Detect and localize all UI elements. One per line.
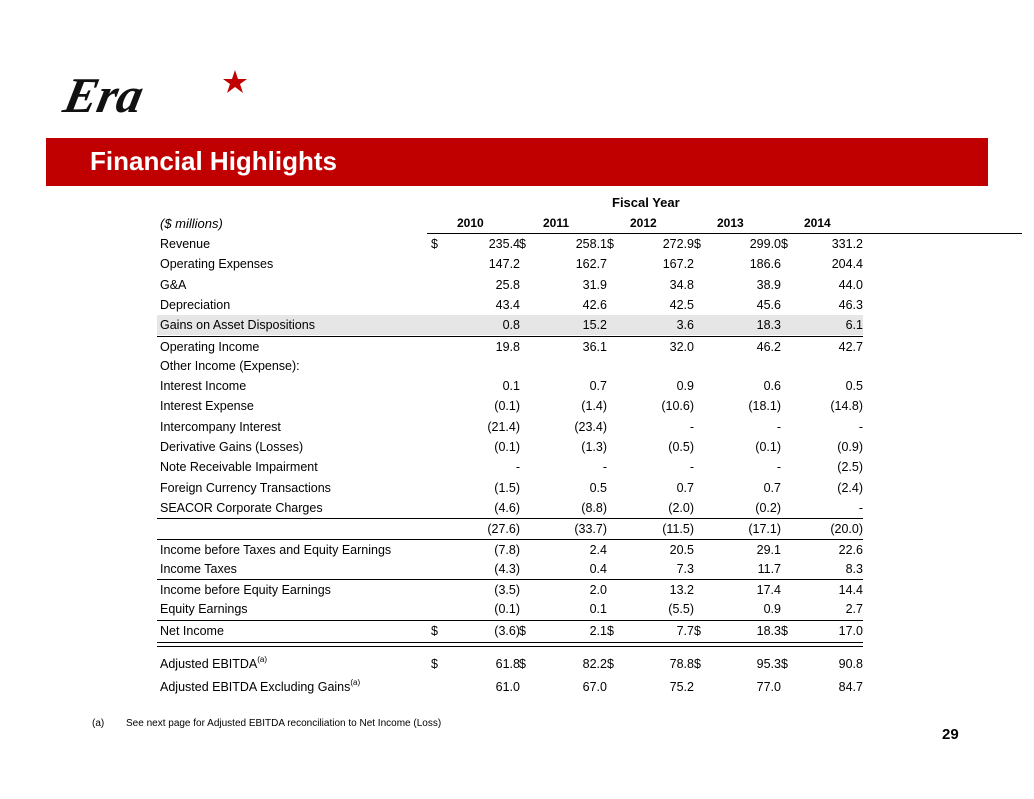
value-cell: (0.1) (494, 440, 520, 454)
value-cell: 2.7 (845, 602, 863, 617)
value-cell: 20.5 (669, 542, 694, 557)
value-cell: 0.1 (589, 602, 607, 617)
value-cell: 61.0 (495, 680, 520, 694)
value-cell: (3.6) (494, 623, 520, 638)
value-cell: 17.4 (756, 583, 781, 598)
value-cell: 18.3 (756, 318, 781, 333)
table-row (157, 599, 863, 619)
value-cell: (4.6) (494, 500, 520, 515)
value-cell: 42.6 (582, 297, 607, 312)
table-row (157, 579, 863, 600)
value-cell: (0.9) (837, 440, 863, 454)
value-cell: 0.6 (763, 379, 781, 394)
row-label (160, 460, 318, 474)
value-cell: 258.1 (575, 237, 607, 251)
table-row (157, 376, 863, 396)
table-row (157, 654, 863, 674)
row-label-text: Operating Income (160, 339, 260, 354)
value-cell: 67.0 (582, 680, 607, 694)
value-cell: (0.1) (755, 440, 781, 454)
value-cell: 147.2 (488, 257, 520, 272)
row-label (160, 420, 281, 434)
value-cell: 0.5 (589, 480, 607, 495)
row-label (160, 583, 331, 597)
row-label-text: Equity Earnings (160, 602, 248, 617)
value-cell: (1.3) (581, 440, 607, 454)
value-cell: 2.0 (589, 583, 607, 598)
value-cell: 42.7 (838, 339, 863, 354)
currency-symbol: $ (431, 657, 438, 671)
row-label (160, 379, 246, 393)
value-cell: 0.9 (676, 379, 694, 394)
table-row (157, 457, 863, 477)
currency-symbol: $ (519, 237, 526, 251)
value-cell: 18.3 (756, 623, 781, 638)
value-cell: (0.5) (668, 440, 694, 454)
value-cell: 22.6 (838, 542, 863, 557)
row-label (160, 654, 268, 671)
table-row (157, 396, 863, 416)
value-cell: 78.8 (669, 657, 694, 671)
value-cell: (8.8) (581, 500, 607, 515)
page-title: Financial Highlights (90, 146, 338, 176)
value-cell: 84.7 (838, 680, 863, 694)
row-label-text: SEACOR Corporate Charges (160, 500, 323, 515)
row-label-text: Interest Expense (160, 399, 254, 414)
currency-symbol: $ (694, 657, 701, 671)
table-row (157, 478, 863, 498)
currency-symbol: $ (694, 623, 701, 638)
footnote-ref: (a) (257, 654, 268, 664)
footnote (92, 718, 442, 729)
row-label-text: Net Income (160, 623, 224, 638)
row-label-text: Income before Taxes and Equity Earnings (160, 542, 392, 557)
currency-symbol: $ (519, 623, 526, 638)
value-cell: 82.2 (582, 657, 607, 671)
row-label-text: Adjusted EBITDA (160, 657, 258, 671)
value-cell: (27.6) (487, 522, 520, 537)
year-header: 2014 (804, 216, 831, 230)
value-cell: 0.5 (845, 379, 863, 394)
value-cell: 6.1 (845, 318, 863, 333)
era-logo (59, 62, 260, 123)
value-cell: (18.1) (748, 399, 781, 414)
row-label-text: Adjusted EBITDA Excluding Gains (160, 680, 351, 694)
table-row (157, 336, 863, 357)
value-cell: - (858, 419, 863, 434)
table-row (157, 677, 863, 697)
row-label (160, 481, 331, 495)
row-label-text: Derivative Gains (Losses) (160, 440, 304, 454)
value-cell: 0.9 (763, 602, 781, 617)
year-header: 2013 (717, 216, 744, 230)
row-label-text: Income before Equity Earnings (160, 583, 331, 598)
table-row (157, 234, 863, 254)
value-cell: 13.2 (669, 583, 694, 598)
value-cell: (7.8) (494, 542, 520, 557)
value-cell: 7.3 (676, 561, 694, 576)
year-header: 2012 (630, 216, 657, 230)
value-cell: 32.0 (669, 339, 694, 354)
unit-label: ($ millions) (160, 216, 223, 231)
value-cell: 0.8 (502, 318, 520, 333)
value-cell: 167.2 (662, 257, 694, 272)
table-row (157, 559, 863, 579)
value-cell: 162.7 (575, 257, 607, 272)
value-cell: - (689, 460, 694, 475)
value-cell: (0.1) (494, 399, 520, 414)
table-row (157, 417, 863, 437)
row-label (160, 501, 323, 515)
value-cell: 43.4 (495, 297, 520, 312)
table-row (157, 518, 863, 539)
value-cell: 14.4 (838, 583, 863, 598)
value-cell: 331.2 (831, 237, 863, 251)
row-label (160, 257, 273, 271)
table-header (157, 213, 863, 233)
value-cell: (21.4) (487, 419, 520, 434)
value-cell: - (689, 419, 694, 434)
table-row (157, 254, 863, 274)
row-label (160, 237, 210, 251)
year-header: 2011 (543, 216, 570, 230)
row-label-text: Revenue (160, 237, 211, 251)
year-header: 2010 (457, 216, 484, 230)
value-cell: - (858, 500, 863, 515)
row-label (160, 624, 224, 638)
value-cell: - (776, 460, 781, 475)
value-cell: 77.0 (756, 680, 781, 694)
page-number: 29 (942, 726, 959, 743)
table-row (157, 437, 863, 457)
value-cell: (33.7) (574, 522, 607, 537)
value-cell: 75.2 (669, 680, 694, 694)
currency-symbol: $ (607, 657, 614, 671)
row-label (160, 602, 248, 616)
value-cell: 42.5 (669, 297, 694, 312)
row-label-text: Operating Expenses (160, 257, 274, 272)
currency-symbol: $ (607, 623, 614, 638)
value-cell: (10.6) (661, 399, 694, 414)
value-cell: - (515, 460, 520, 475)
value-cell: 46.2 (756, 339, 781, 354)
value-cell: 7.7 (676, 623, 694, 638)
svg-text:Era: Era (59, 67, 149, 123)
row-label (160, 298, 230, 312)
currency-symbol: $ (607, 237, 614, 251)
value-cell: 44.0 (838, 277, 863, 292)
fiscal-year-label: Fiscal Year (612, 195, 680, 210)
value-cell: (23.4) (574, 419, 607, 434)
value-cell: 31.9 (582, 277, 607, 292)
value-cell: 8.3 (845, 561, 863, 576)
value-cell: (0.1) (494, 602, 520, 617)
footnote-text: See next page for Adjusted EBITDA reconciliation to Net Income (Loss) (126, 718, 442, 729)
table-row (157, 275, 863, 295)
footnote-ref: (a) (350, 677, 361, 687)
currency-symbol: $ (781, 623, 788, 638)
title-banner (46, 138, 988, 186)
value-cell: 272.9 (662, 237, 694, 251)
row-label-text: Interest Income (160, 379, 247, 394)
row-label-text: Other Income (Expense): (160, 358, 300, 373)
value-cell: 25.8 (495, 277, 520, 292)
value-cell: 17.0 (838, 623, 863, 638)
value-cell: (5.5) (668, 602, 694, 617)
value-cell: 45.6 (756, 297, 781, 312)
currency-symbol: $ (694, 237, 701, 251)
value-cell: (1.4) (581, 399, 607, 414)
row-label (160, 562, 237, 576)
value-cell: 2.1 (589, 623, 607, 638)
table-row (157, 295, 863, 315)
row-label-text: Gains on Asset Dispositions (160, 318, 315, 333)
value-cell: (2.4) (837, 480, 863, 495)
row-label (160, 359, 300, 373)
value-cell: 19.8 (495, 339, 520, 354)
double-rule (157, 642, 863, 647)
value-cell: 3.6 (676, 318, 694, 333)
row-label-text: Depreciation (160, 297, 231, 312)
row-label-text: Income Taxes (160, 561, 237, 576)
value-cell: (20.0) (830, 522, 863, 537)
value-cell: 0.7 (676, 480, 694, 495)
value-cell: (4.3) (494, 561, 520, 576)
value-cell: (0.2) (755, 500, 781, 515)
table-row (157, 315, 863, 335)
value-cell: 11.7 (757, 561, 781, 576)
value-cell: 95.3 (756, 657, 781, 671)
value-cell: 0.1 (502, 379, 520, 394)
value-cell: 0.7 (763, 480, 781, 495)
table-row (157, 498, 863, 518)
value-cell: 29.1 (756, 542, 781, 557)
value-cell: (1.5) (494, 480, 520, 495)
value-cell: 34.8 (669, 277, 694, 292)
value-cell: 2.4 (589, 542, 607, 557)
value-cell: 0.4 (589, 561, 607, 576)
table-row (157, 620, 863, 641)
value-cell: 299.0 (749, 237, 781, 251)
value-cell: (17.1) (748, 522, 781, 537)
row-label (160, 278, 186, 292)
value-cell: (2.0) (668, 500, 694, 515)
row-label-text: G&A (160, 277, 187, 292)
row-label (160, 440, 303, 454)
currency-symbol: $ (431, 623, 438, 638)
value-cell: 15.2 (582, 318, 607, 333)
value-cell: 61.8 (495, 657, 520, 671)
value-cell: - (776, 419, 781, 434)
table-row (157, 356, 863, 376)
currency-symbol: $ (431, 237, 438, 251)
table-row (157, 539, 863, 560)
row-label (160, 318, 315, 332)
row-label (160, 543, 391, 557)
value-cell: (3.5) (494, 583, 520, 598)
value-cell: (2.5) (837, 460, 863, 475)
value-cell: 36.1 (582, 339, 607, 354)
footnote-marker: (a) (92, 718, 105, 729)
currency-symbol: $ (781, 657, 788, 671)
value-cell: 204.4 (831, 257, 863, 272)
currency-symbol: $ (519, 657, 526, 671)
value-cell: 38.9 (756, 277, 781, 292)
row-label (160, 677, 361, 694)
value-cell: 0.7 (589, 379, 607, 394)
value-cell: - (602, 460, 607, 475)
value-cell: 90.8 (838, 657, 863, 671)
row-label (160, 399, 254, 413)
row-label-text: Foreign Currency Transactions (160, 480, 331, 495)
value-cell: 46.3 (838, 297, 863, 312)
row-label-text: Intercompany Interest (160, 419, 281, 434)
currency-symbol: $ (781, 237, 788, 251)
value-cell: 235.4 (488, 237, 520, 251)
value-cell: 186.6 (749, 257, 781, 272)
value-cell: (14.8) (830, 399, 863, 414)
value-cell: (11.5) (662, 522, 694, 537)
row-label-text: Note Receivable Impairment (160, 460, 318, 475)
row-label (160, 340, 259, 354)
